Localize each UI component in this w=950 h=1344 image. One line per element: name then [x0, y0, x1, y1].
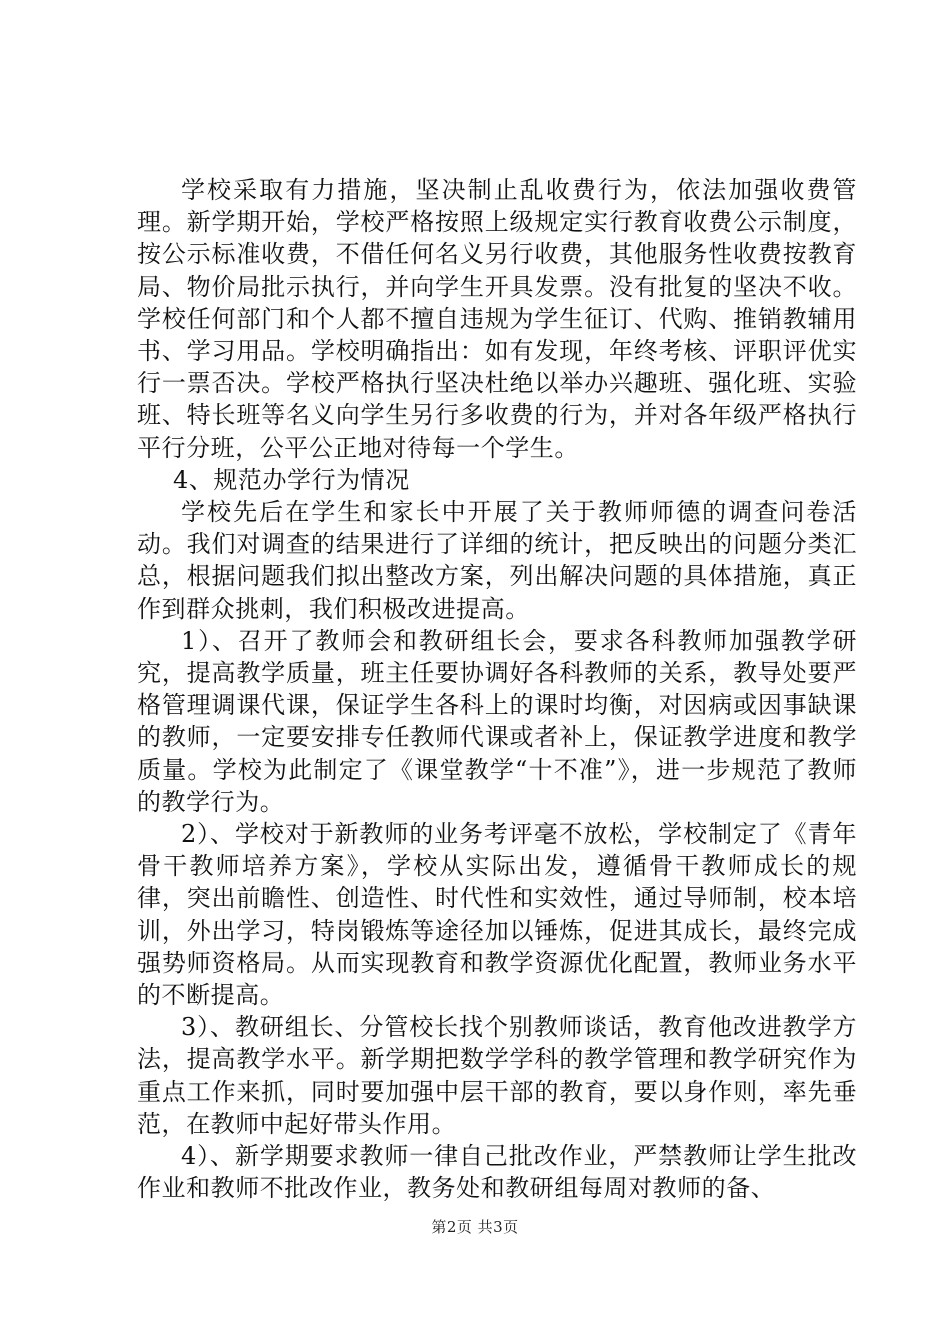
list-item-4: 4）、新学期要求教师一律自己批改作业，严禁教师让学生批改作业和教师不批改作业，教务处和教研组每周对教师的备、 — [137, 1142, 857, 1203]
list-item-2: 2）、学校对于新教师的业务考评毫不放松，学校制定了《青年骨干教师培养方案》，学校从实际出发，遵循骨干教师成长的规律，突出前瞻性、创造性、时代性和实效性，通过导师制，校本培训，外出学习，特岗锻炼等途径加以锤炼，促进其成长，最终完成强势师资格局。从而实现教育和教学资源优化配置，教师业务水平的不断提高。 — [137, 820, 857, 1010]
list-item-3: 3）、教研组长、分管校长找个别教师谈话，教育他改进教学方法，提高教学水平。新学期把数学学科的教学管理和教学研究作为重点工作来抓，同时要加强中层干部的教育，要以身作则，率先垂范，在教师中起好带头作用。 — [137, 1013, 857, 1138]
paragraph-survey: 学校先后在学生和家长中开展了关于教师师德的调查问卷活动。我们对调查的结果进行了详细的统计，把反映出的问题分类汇总，根据问题我们拟出整改方案，列出解决问题的具体措施，真正作到群众挑刺，我们积极改进提高。 — [137, 498, 857, 623]
document-body — [137, 174, 857, 1205]
page-number-footer: 第2页 共3页 — [431, 1218, 519, 1236]
list-item-1: 1）、召开了教师会和教研组长会，要求各科教师加强教学研究，提高教学质量，班主任要协调好各科教师的关系，教导处要严格管理调课代课，保证学生各科上的课时均衡，对因病或因事缺课的教师，一定要安排专任教师代课或者补上，保证教学进度和教学质量。学校为此制定了《课堂教学“十不准”》，进一步规范了教师的教学行为。 — [137, 626, 857, 816]
section-heading-4: 4、规范办学行为情况 — [173, 465, 410, 494]
paragraph-fee-management: 学校采取有力措施，坚决制止乱收费行为，依法加强收费管理。新学期开始，学校严格按照上级规定实行教育收费公示制度，按公示标准收费，不借任何名义另行收费，其他服务性收费按教育局、物价局批示执行，并向学生开具发票。没有批复的坚决不收。学校任何部门和个人都不擅自违规为学生征订、代购、推销教辅用书、学习用品。学校明确指出：如有发现，年终考核、评职评优实行一票否决。学校严格执行坚决杜绝以举办兴趣班、强化班、实验班、特长班等名义向学生另行多收费的行为，并对各年级严格执行平行分班，公平公正地对待每一个学生。 — [137, 176, 857, 462]
